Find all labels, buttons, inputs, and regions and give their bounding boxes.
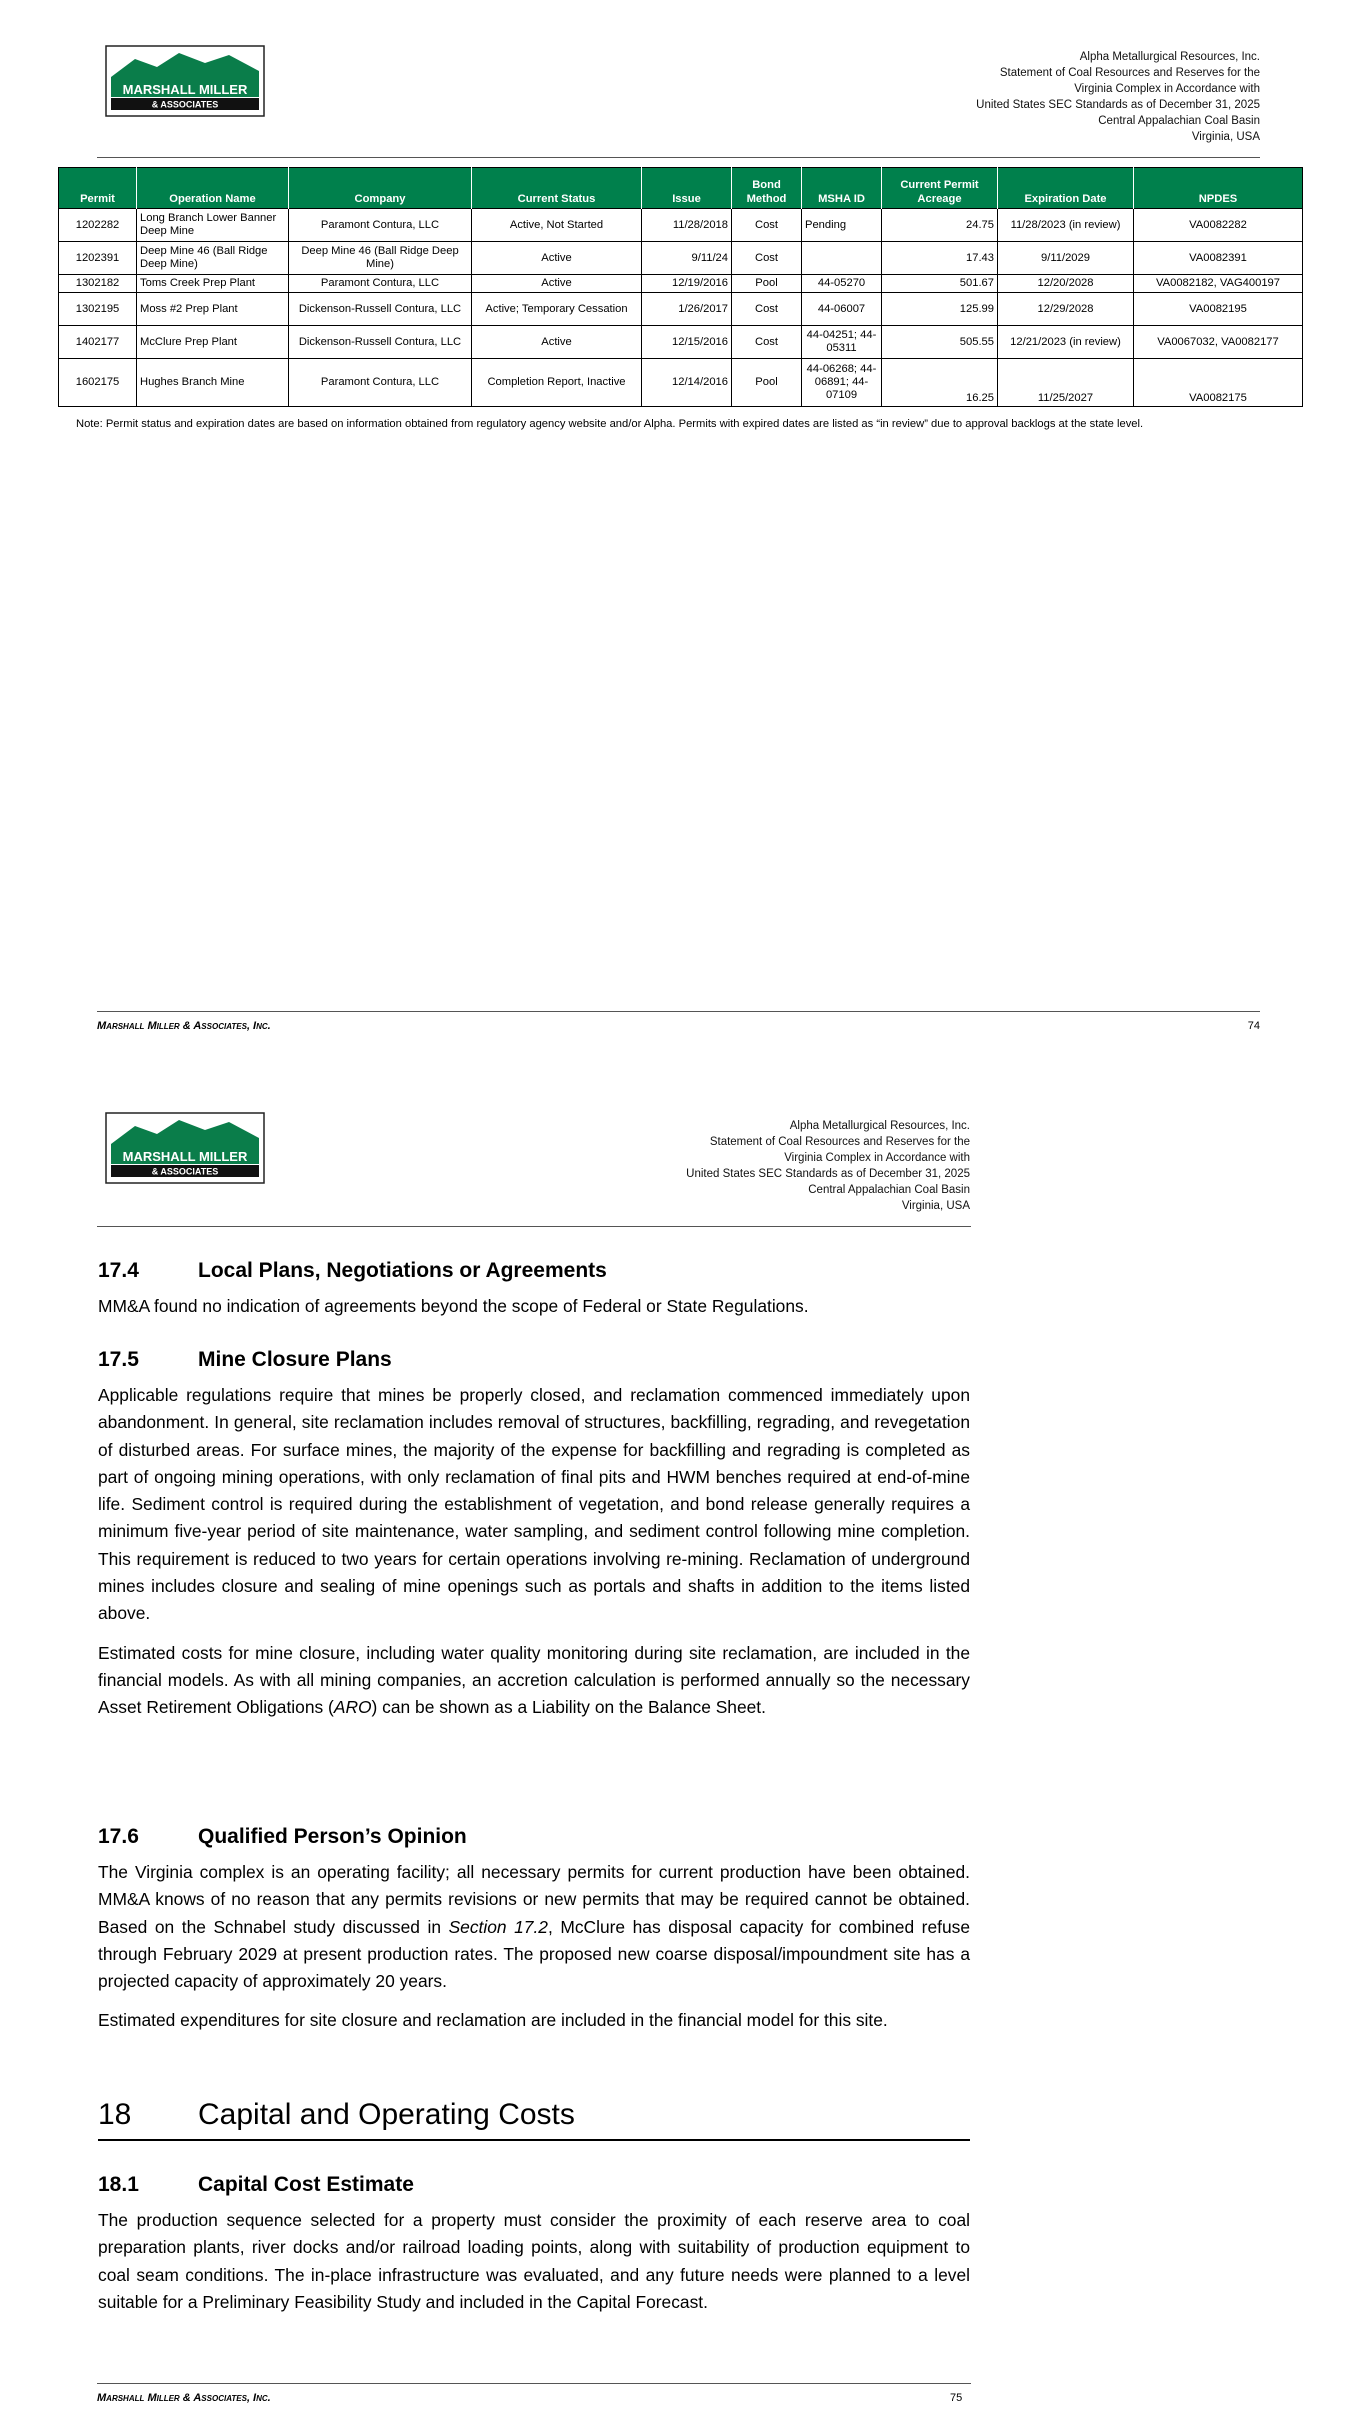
table-cell: 12/19/2016 [642,275,732,293]
table-cell: 24.75 [882,209,998,242]
header-line: United States SEC Standards as of December 31, 2025 [686,1168,970,1180]
table-cell: Active [472,242,642,275]
paragraph: Applicable regulations require that mines be properly closed, and reclamation commenced immediately upon abandonment. In general, site reclamation includes removal of structures, backfilling, regrading, and revegetation of disturbed areas. For surface mines, the majority of the expense for backfilling and regrading is completed as part of ongoing mining operations, with only reclamation of final pits and HWM benches required at end-of-mine life. Sediment control is required during the establishment of vegetation, and bond release generally requires a minimum five-year period of site maintenance, water sampling, and sediment control following mine completion. This requirement is reduced to two years for certain operations involving re-mining. Reclamation of underground mines includes closure and sealing of mine openings such as portals and shafts in addition to the items listed above. [98,1385,970,1624]
section-number: 17.4 [98,1259,139,1282]
footer-company: Marshall Miller & Associates, Inc. [97,1020,271,1032]
table-cell: VA0082175 [1134,359,1303,407]
chapter-number: 18 [98,2098,132,2131]
company-logo [105,45,265,117]
table-row [59,293,1303,326]
table-cell: Dickenson-Russell Contura, LLC [289,293,472,326]
table-cell: 1302195 [59,293,137,326]
section-17-5 [98,1347,970,1722]
header-line: Virginia Complex in Accordance with [784,1152,970,1164]
table-cell: 505.55 [882,326,998,359]
column-header: Current Permit Acreage [882,168,998,209]
header-rule [97,1226,971,1227]
table-cell: 9/11/2029 [998,242,1134,275]
logo-text-1: MARSHALL MILLER [122,82,248,97]
column-header: Current Status [472,168,642,209]
paragraph: The production sequence selected for a property must consider the proximity of each reserve area to coal preparation plants, river docks and/or railroad loading points, along with suitability of production equipment to coal seam conditions. The in-place infrastructure was evaluated, and any future needs were planned to a level suitable for a Preliminary Feasibility Study and included in the Capital Forecast. [98,2210,970,2312]
table-cell: 1202282 [59,209,137,242]
header-line: Virginia, USA [901,1200,970,1212]
table-cell: Paramont Contura, LLC [289,275,472,293]
table-cell: 17.43 [882,242,998,275]
table-cell: 44-06268; 44-06891; 44-07109 [802,359,882,407]
document-header [560,1118,970,1214]
logo-text-2: & ASSOCIATES [151,1166,219,1177]
table-cell: 12/21/2023 (in review) [998,326,1134,359]
header-line: Virginia Complex in Accordance with [1074,83,1260,95]
table-cell: 44-05270 [802,275,882,293]
table-cell: Deep Mine 46 (Ball Ridge Deep Mine) [289,242,472,275]
section-title: Qualified Person’s Opinion [198,1825,467,1848]
table-cell: 125.99 [882,293,998,326]
header-line: Statement of Coal Resources and Reserves for the [999,67,1260,79]
table-cell: Cost [732,293,802,326]
table-note: Note: Permit status and expiration dates are based on information obtained from regulatory agency website and/or Alpha. Permits with expired dates are listed as “in review” due to approval backlogs at the state level. [76,418,1144,430]
table-cell: Paramont Contura, LLC [289,209,472,242]
table-cell: 1/26/2017 [642,293,732,326]
paragraph [98,1640,970,1722]
section-title: Capital Cost Estimate [198,2173,414,2196]
company-logo [105,1112,265,1184]
table-cell: 1602175 [59,359,137,407]
table-cell: VA0067032, VA0082177 [1134,326,1303,359]
table-cell: VA0082282 [1134,209,1303,242]
section-18-1 [98,2172,970,2316]
page-74 [0,0,1365,1060]
table-cell: 12/29/2028 [998,293,1134,326]
header-line: Central Appalachian Coal Basin [808,1184,970,1196]
table-cell: 501.67 [882,275,998,293]
section-title: Local Plans, Negotiations or Agreements [198,1259,607,1282]
table-cell: Deep Mine 46 (Ball Ridge Deep Mine) [137,242,289,275]
table-cell: 44-06007 [802,293,882,326]
header-line: Alpha Metallurgical Resources, Inc. [789,1120,970,1132]
table-cell: 16.25 [882,359,998,407]
table-cell: VA0082182, VAG400197 [1134,275,1303,293]
table-cell: Moss #2 Prep Plant [137,293,289,326]
chapter-title: Capital and Operating Costs [198,2098,575,2131]
table-cell: Paramont Contura, LLC [289,359,472,407]
table-cell: 1202391 [59,242,137,275]
section-number: 18.1 [98,2173,139,2196]
paragraph-text: Estimated costs for mine closure, including water quality monitoring during site reclamation, are included in the financial models. As with all mining companies, an accretion calculation is performed annually so the necessary Asset Retirement Obligations ( [98,1642,970,1718]
header-rule [97,157,1260,158]
column-header: MSHA ID [802,168,882,209]
table-cell [802,242,882,275]
column-header: Expiration Date [998,168,1134,209]
table-cell: Active [472,275,642,293]
footer-rule [97,2383,971,2384]
table-row [59,209,1303,242]
section-heading [98,1824,970,1850]
table-cell: 1402177 [59,326,137,359]
table-cell: Cost [732,209,802,242]
table-cell: VA0082391 [1134,242,1303,275]
paragraph [98,1859,970,1995]
paragraph: Estimated expenditures for site closure and reclamation are included in the financial model for this site. [98,2010,888,2031]
table-cell: Toms Creek Prep Plant [137,275,289,293]
paragraph-text: The Virginia complex is an operating facility; all necessary permits for current production have been obtained. MM&A knows of no reason that any permits revisions or new permits that may be required cannot be obtained. Based on the Schnabel study discussed in [98,1862,970,1937]
page-number: 74 [1247,1020,1260,1032]
table-cell: 11/25/2027 [998,359,1134,407]
table-row [59,326,1303,359]
table-cell: 1302182 [59,275,137,293]
table-row [59,242,1303,275]
paragraph-text: , McClure has disposal capacity for combined refuse through February 2029 at present production rates. The proposed new coarse disposal/impoundment site has a projected capacity of approximately 20 years. [98,1916,970,1992]
column-header: Permit [59,168,137,209]
column-header: Operation Name [137,168,289,209]
table-header-row [59,168,1303,209]
table-cell: 12/14/2016 [642,359,732,407]
table-cell: 12/15/2016 [642,326,732,359]
table-cell: 11/28/2023 (in review) [998,209,1134,242]
table-cell: Cost [732,242,802,275]
section-number: 17.5 [98,1348,139,1371]
paragraph-italic: Section 17.2 [448,1916,548,1937]
column-header: NPDES [1134,168,1303,209]
table-cell: 11/28/2018 [642,209,732,242]
table-cell: Active, Not Started [472,209,642,242]
logo-text-1: MARSHALL MILLER [122,1149,248,1164]
table-cell: Cost [732,326,802,359]
table-cell: Pool [732,359,802,407]
header-line: Virginia, USA [1191,131,1260,143]
table-cell: Hughes Branch Mine [137,359,289,407]
chapter-18-heading [98,2097,970,2141]
paragraph: MM&A found no indication of agreements beyond the scope of Federal or State Regulations. [98,1296,809,1316]
column-header: Bond Method [732,168,802,209]
table-cell: VA0082195 [1134,293,1303,326]
paragraph-italic: ARO [333,1697,372,1718]
table-cell: Pool [732,275,802,293]
section-heading [98,2172,970,2198]
table-cell: Completion Report, Inactive [472,359,642,407]
table-row [59,275,1303,293]
section-17-4 [98,1258,970,1320]
table-row [59,359,1303,407]
document-header [976,49,1260,145]
page-number: 75 [950,2392,963,2404]
header-line: Central Appalachian Coal Basin [1098,115,1260,127]
footer-rule [97,1011,1260,1012]
table-cell: Active [472,326,642,359]
table-cell: Dickenson-Russell Contura, LLC [289,326,472,359]
header-line: Alpha Metallurgical Resources, Inc. [1079,51,1260,63]
table-cell: 9/11/24 [642,242,732,275]
section-heading [98,1347,970,1373]
table-cell: Pending [802,209,882,242]
footer-company: Marshall Miller & Associates, Inc. [97,2392,271,2404]
section-heading [98,1258,970,1284]
logo-text-2: & ASSOCIATES [151,99,219,110]
header-line: United States SEC Standards as of December 31, 2025 [976,99,1260,111]
table-cell: 44-04251; 44-05311 [802,326,882,359]
paragraph-text: ) can be shown as a Liability on the Balance Sheet. [371,1697,766,1718]
table-cell: Long Branch Lower Banner Deep Mine [137,209,289,242]
header-line: Statement of Coal Resources and Reserves for the [709,1136,970,1148]
column-header: Company [289,168,472,209]
section-17-6 [98,1824,970,2035]
permit-table [58,167,1303,407]
section-title: Mine Closure Plans [198,1348,392,1371]
table-cell: 12/20/2028 [998,275,1134,293]
section-number: 17.6 [98,1825,139,1848]
table-cell: Active; Temporary Cessation [472,293,642,326]
page-75 [0,1060,1365,2420]
table-cell: McClure Prep Plant [137,326,289,359]
column-header: Issue [642,168,732,209]
